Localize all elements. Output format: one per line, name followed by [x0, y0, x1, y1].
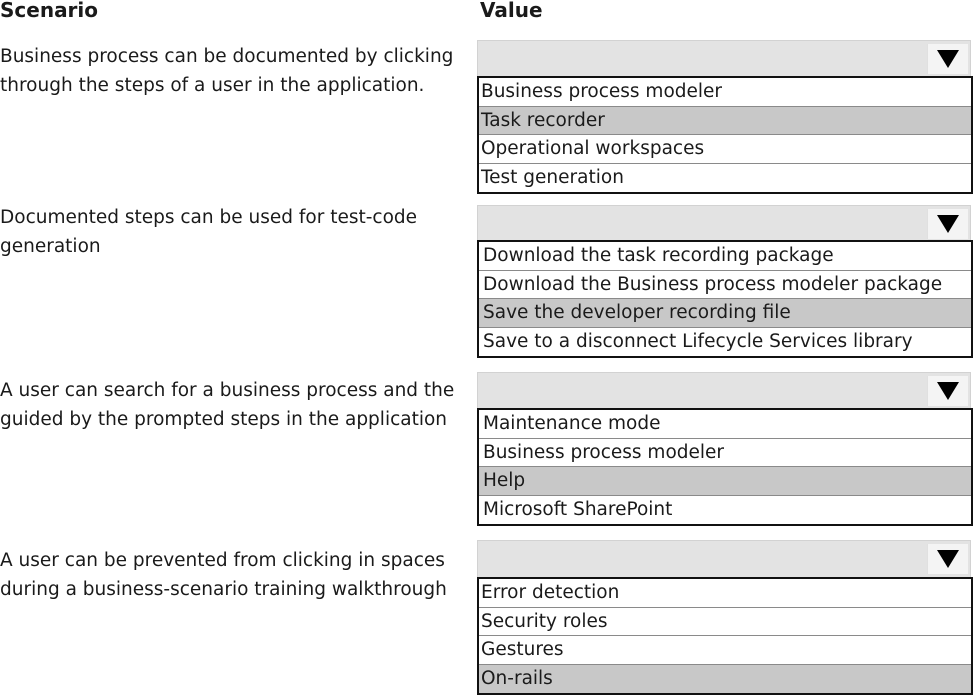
- answer-1-option[interactable]: Operational workspaces: [479, 135, 971, 164]
- answer-4-option[interactable]: Gestures: [479, 636, 971, 665]
- answer-1-option-highlighted[interactable]: Task recorder: [479, 107, 971, 136]
- answer-4-option-list: [477, 577, 973, 695]
- scenario-column-header: Scenario: [0, 0, 99, 22]
- answer-1-dropdown-toggle[interactable]: [927, 44, 968, 74]
- answer-3-option-list: [477, 408, 973, 526]
- answer-3-dropdown-toggle[interactable]: [927, 376, 968, 406]
- answer-4-option-highlighted[interactable]: On-rails: [479, 665, 971, 694]
- triangle-down-icon: [937, 550, 959, 568]
- answer-2-dropdown[interactable]: [477, 205, 971, 243]
- scenario-2-text: [0, 203, 470, 261]
- answer-3-option[interactable]: Maintenance mode: [479, 410, 971, 439]
- answer-2-option[interactable]: Download the Business process modeler package: [479, 271, 971, 300]
- answer-3-option-highlighted[interactable]: Help: [479, 467, 971, 496]
- answer-4-dropdown-toggle[interactable]: [927, 544, 968, 574]
- answer-2-dropdown-toggle[interactable]: [927, 209, 968, 239]
- answer-3-dropdown[interactable]: [477, 372, 971, 410]
- scenario-4-text: [0, 546, 470, 604]
- value-column-header: Value: [480, 0, 543, 22]
- scenario-1-text: [0, 42, 470, 100]
- triangle-down-icon: [937, 215, 959, 233]
- scenario-4-line-1: A user can be prevented from clicking in spaces: [0, 550, 445, 571]
- scenario-3-line-2: guided by the prompted steps in the application: [0, 409, 448, 430]
- answer-2-option-list: [477, 240, 973, 358]
- answer-4-dropdown[interactable]: [477, 540, 971, 578]
- answer-1-option[interactable]: Test generation: [481, 166, 624, 188]
- answer-2-option[interactable]: Save to a disconnect Lifecycle Services library: [483, 330, 913, 352]
- scenario-1-line-1: Business process can be documented by clicking: [0, 46, 454, 67]
- scenario-3-text: [0, 376, 470, 434]
- triangle-down-icon: [937, 382, 959, 400]
- answer-4-option[interactable]: Error detection: [479, 579, 971, 608]
- answer-1-option-list: [477, 76, 973, 194]
- answer-2-option[interactable]: Download the task recording package: [479, 242, 971, 271]
- answer-1-option[interactable]: Business process modeler: [479, 78, 971, 107]
- scenario-4-line-2: during a business-scenario training walkthrough: [0, 579, 447, 600]
- scenario-1-line-2: through the steps of a user in the application.: [0, 75, 425, 96]
- answer-2-option-highlighted[interactable]: Save the developer recording file: [479, 299, 971, 328]
- scenario-2-line-2: generation: [0, 236, 101, 257]
- answer-4-option[interactable]: Security roles: [479, 608, 971, 637]
- scenario-3-line-1: A user can search for a business process and the: [0, 380, 455, 401]
- triangle-down-icon: [937, 50, 959, 68]
- answer-1-dropdown[interactable]: [477, 40, 971, 78]
- answer-3-option[interactable]: Microsoft SharePoint: [483, 498, 673, 520]
- answer-3-option[interactable]: Business process modeler: [479, 439, 971, 468]
- scenario-2-line-1: Documented steps can be used for test-code: [0, 207, 418, 228]
